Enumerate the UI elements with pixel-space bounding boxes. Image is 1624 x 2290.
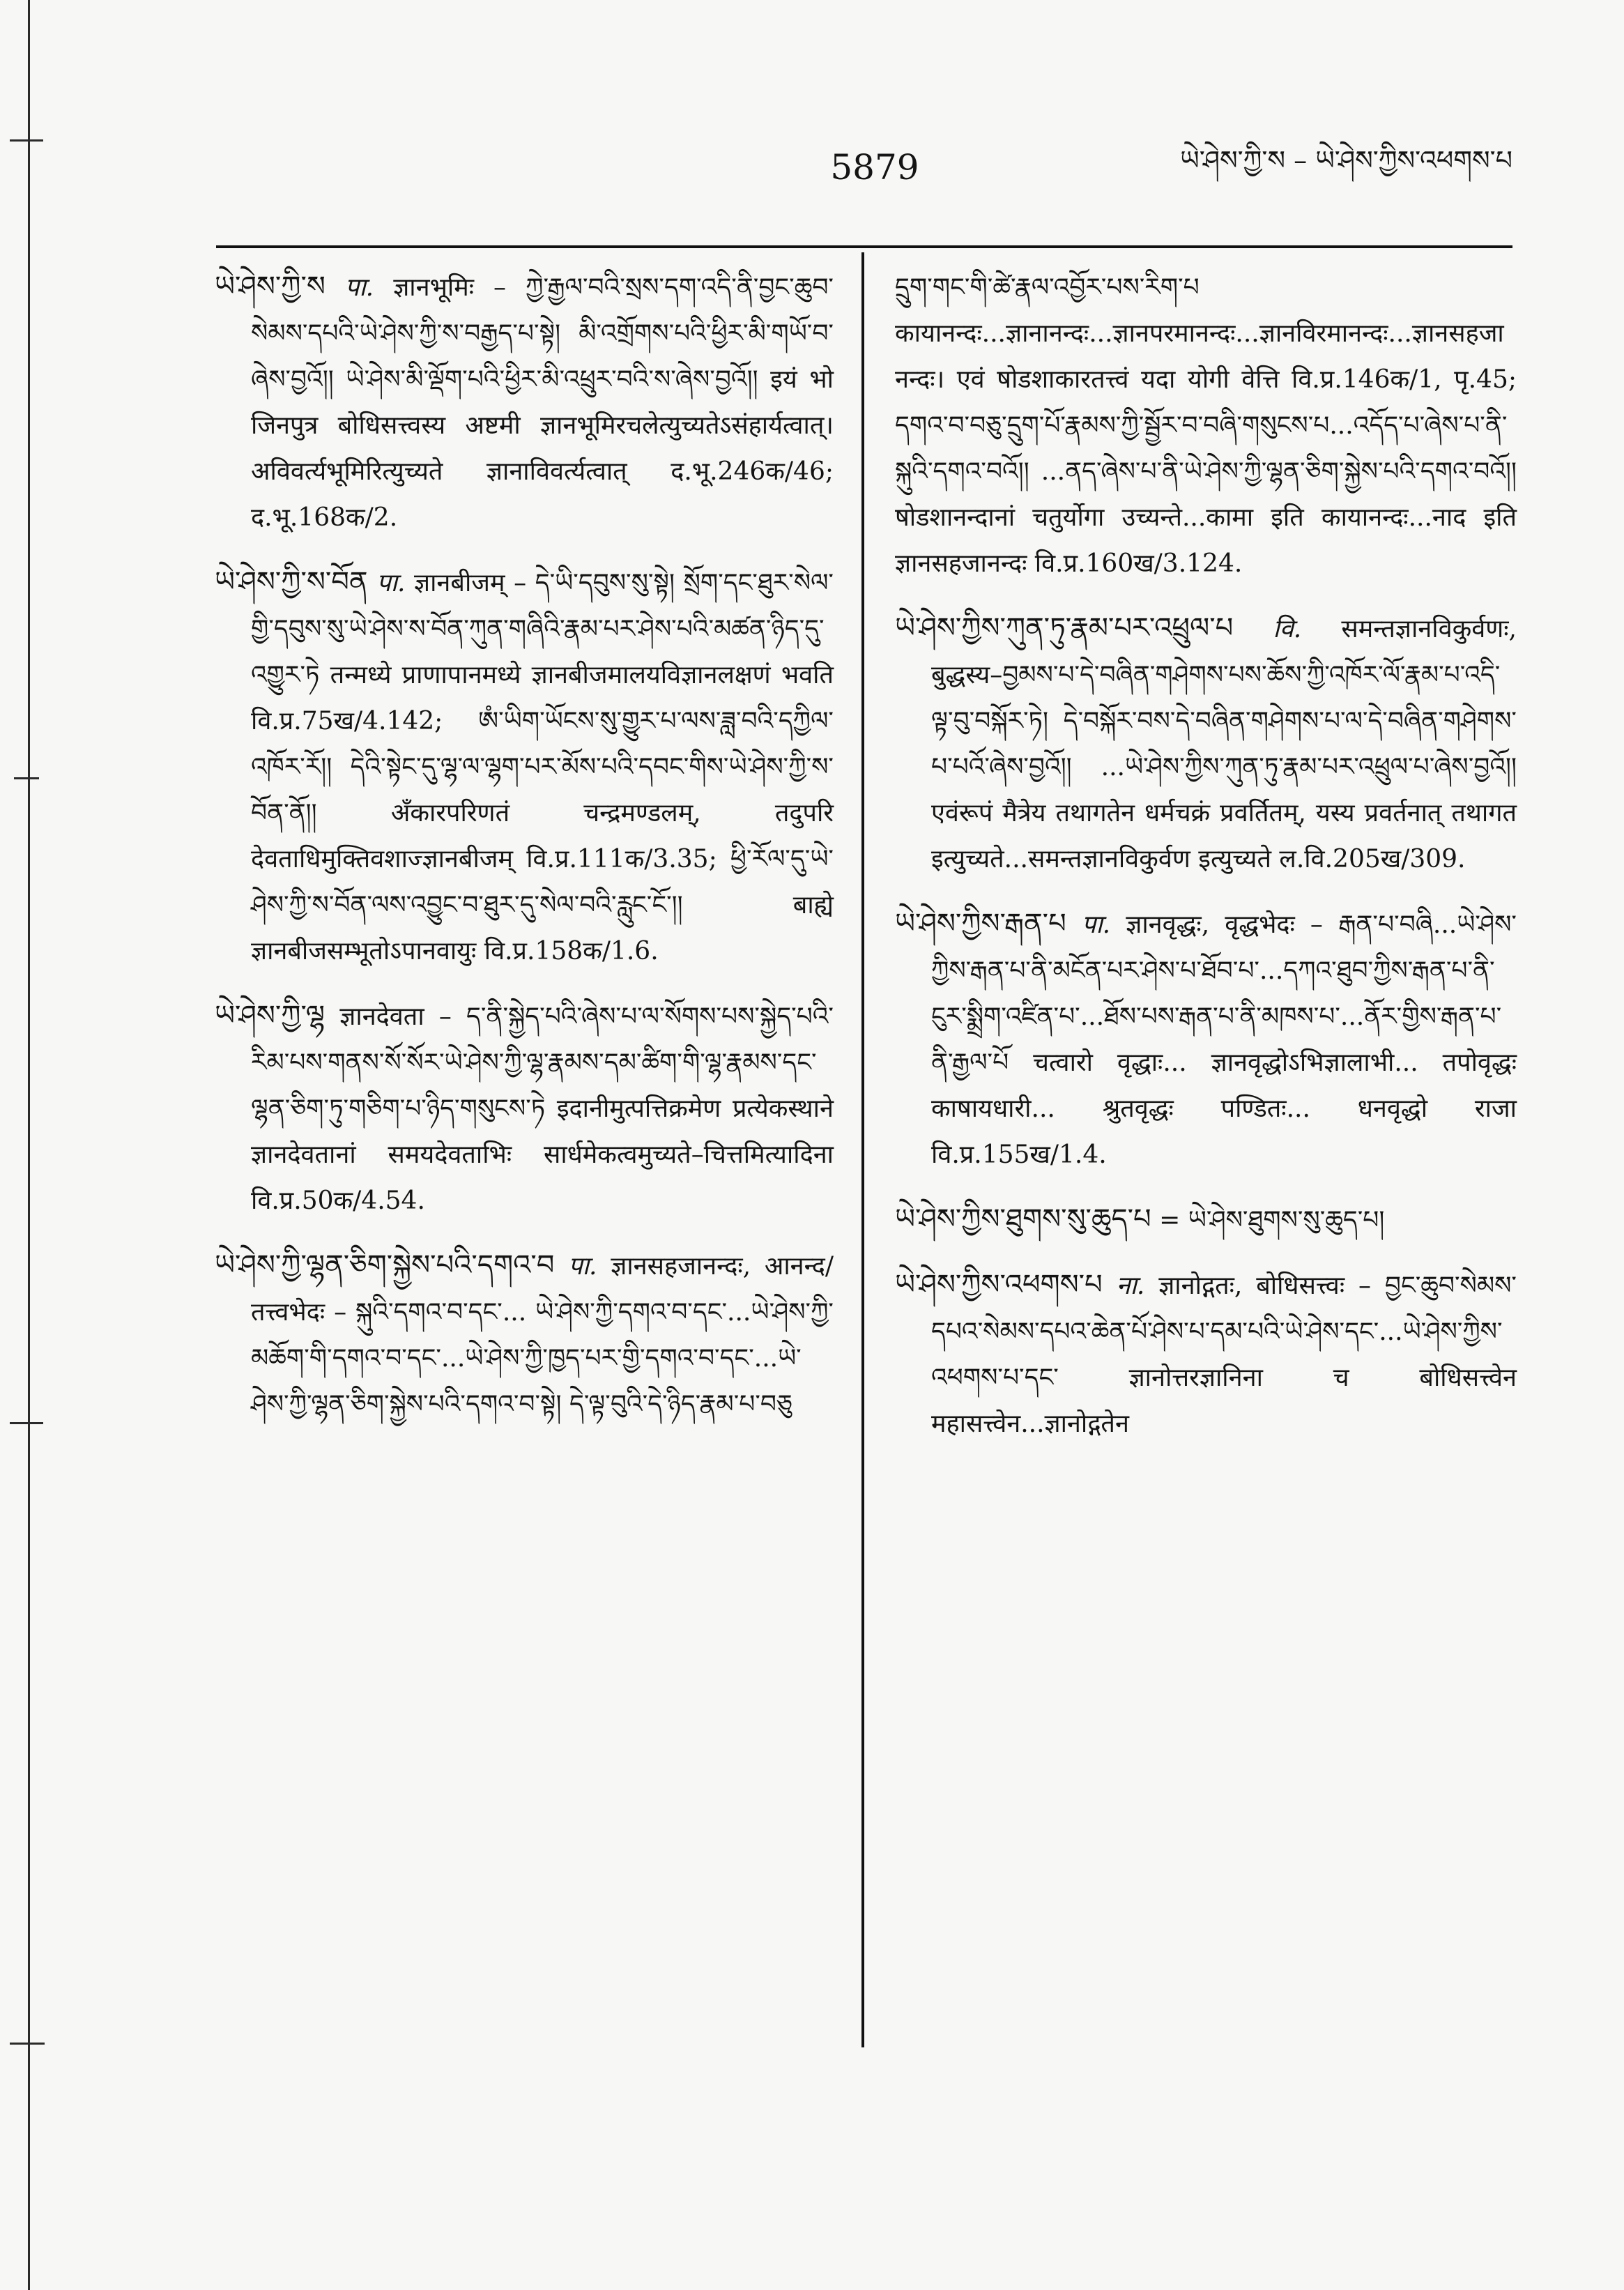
entry-headword: ཡེ་ཤེས་ཀྱིས་ཐུགས་སུ་ཆུད་པ [895,1203,1151,1235]
dictionary-entry [895,605,1517,883]
entry-text: ज्ञानदेवता – ད་ནི་སྐྱེད་པའི་ཞེས་པ་ལ་སོགས་པས་སྐྱེད་པའི་རིམ་པས་གནས་སོ་སོར་ཡེ་ཤེས་ཀྱི་ལྷ་རྣམས་དམ་ཚིག་གི་ལྷ་རྣམས་དང་ལྷན་ཅིག་ཏུ་གཅིག་པ་ཉིད་གསུངས་ཏེ इदानीमुत्पत्तिक्रमेण प्रत्येकस्थाने ज्ञानदेवतानां समयदेवताभिः सार्धमेकत्वमुच्यते–चित्तमित्यादिना वि.प्र.50क/4.54. [251,1002,834,1215]
entry-text: དྲུག་གང་གི་ཚེ་རྣལ་འབྱོར་པས་རིག་པ कायानन्दः...ज्ञानानन्दः...ज्ञानपरमानन्दः...ज्ञानविरमानन्दः...ज्ञानसहजानन्दः। एवं षोडशाकारतत्त्वं यदा योगी वेत्ति वि.प्र.146क/1, पृ.45; དགའ་བ་བཅུ་དྲུག་པོ་རྣམས་ཀྱི་སྦྱོར་བ་བཞི་གསུངས་པ...འདོད་པ་ཞེས་པ་ནི་སྐུའི་དགའ་བའོ།། ...ནད་ཞེས་པ་ནི་ཡེ་ཤེས་ཀྱི་ལྷན་ཅིག་སྐྱེས་པའི་དགའ་བའོ།། षोडशानन्दानां चतुर्योगा उच्यन्ते...कामा इति कायानन्दः...नाद इति ज्ञानसहजानन्दः वि.प्र.160ख/3.124. [895,273,1517,578]
running-head: ཡེ་ཤེས་ཀྱི་ས – ཡེ་ཤེས་ཀྱིས་འཕགས་པ [1180,145,1512,176]
dictionary-entry [895,1262,1517,1447]
scan-margin-mark [10,1422,43,1424]
entry-abbreviation: वि. [1273,615,1302,643]
right-column [895,264,1517,1465]
dictionary-entry [215,1242,834,1428]
entry-abbreviation: पा. [344,273,374,302]
dictionary-entry [215,559,834,975]
entry-text: ज्ञानबीजम् – དེ་ཡི་དབུས་སུ་སྟེ། སྲོག་དང་ཐུར་སེལ་གྱི་དབུས་སུ་ཡེ་ཤེས་ས་བོན་ཀུན་གཞིའི་རྣམ་པར་ཤེས་པའི་མཚན་ཉིད་དུ་འགྱུར་ཏེ तन्मध्ये प्राणापानमध्ये ज्ञानबीजमालयविज्ञानलक्षणं भवति वि.प्र.75ख/4.142; ཨཾ་ཡིག་ཡོངས་སུ་གྱུར་པ་ལས་ཟླ་བའི་དཀྱིལ་འཁོར་རོ།། དེའི་སྟེང་དུ་ལྷ་ལ་ལྷག་པར་མོས་པའི་དབང་གིས་ཡེ་ཤེས་ཀྱི་ས་བོན་ནོ།། अँकारपरिणतं चन्द्रमण्डलम्, तदुपरि देवताधिमुक्तिवशाज्ज्ञानबीजम् वि.प्र.111क/3.35; ཕྱི་རོལ་དུ་ཡེ་ཤེས་ཀྱི་ས་བོན་ལས་འབྱུང་བ་ཐུར་དུ་སེལ་བའི་རླུང་ངོ་།། बाह्ये ज्ञानबीजसम्भूतोऽपानवायुः वि.प्र.158क/1.6. [251,569,834,965]
entry-abbreviation: पा. [1081,910,1111,939]
entry-text: = ཡེ་ཤེས་ཐུགས་སུ་ཆུད་པ། [1159,1206,1385,1235]
entry-text: समन्तज्ञानविकुर्वणः, बुद्धस्य–བྱམས་པ་དེ་བཞིན་གཤེགས་པས་ཆོས་ཀྱི་འཁོར་ལོ་རྣམ་པ་འདི་ལྟ་བུ་བསྐོར་ཏེ། དེ་བསྐོར་བས་དེ་བཞིན་གཤེགས་པ་ལ་དེ་བཞིན་གཤེགས་པ་པའོ་ཞེས་བྱའོ།། ...ཡེ་ཤེས་ཀྱིས་ཀུན་ཏུ་རྣམ་པར་འཕྲུལ་པ་ཞེས་བྱའོ།། एवंरूपं मैत्रेय तथागतेन धर्मचक्रं प्रवर्तितम्, यस्य प्रवर्तनात् तथागत इत्युच्यते...समन्तज्ञानविकुर्वण इत्युच्यते ल.वि.205ख/309. [931,615,1517,873]
entry-text: ज्ञानोद्गतः, बोधिसत्त्वः – བྱང་ཆུབ་སེམས་དཔའ་སེམས་དཔའ་ཆེན་པོ་ཤེས་པ་དམ་པའི་ཡེ་ཤེས་དང་...ཡེ་ཤེས་ཀྱིས་འཕགས་པ་དང་ ज्ञानोत्तरज्ञानिना च बोधिसत्त्वेन महासत्त्वेन...ज्ञानोद्गतेन [931,1272,1517,1438]
entry-abbreviation: पा. [376,569,406,597]
page-number: 5879 [830,147,919,188]
scan-margin-mark [14,777,39,779]
dictionary-entry [895,1196,1517,1244]
dictionary-entry-continued [895,264,1517,587]
entry-text: ज्ञानवृद्धः, वृद्धभेदः – རྒན་པ་བཞི...ཡེ་ཤེས་ཀྱིས་རྒན་པ་ནི་མངོན་པར་ཤེས་པ་ཐོབ་པ་...དཀའ་ཐུབ་ཀྱིས་རྒན་པ་ནི་ངུར་སྨྲིག་འཛིན་པ་...ཐོས་པས་རྒན་པ་ནི་མཁས་པ་...ནོར་གྱིས་རྒན་པ་ནི་རྒྱལ་པོ चत्वारो वृद्धाः... ज्ञानवृद्धोऽभिज्ञालाभी... तपोवृद्धः काषायधारी... श्रुतवृद्धः पण्डितः... धनवृद्धो राजा वि.प्र.155ख/1.4. [931,910,1517,1169]
entry-headword: ཡེ་ཤེས་ཀྱི་ལྷ [215,1000,325,1032]
header-rule [216,245,1512,248]
entry-abbreviation: पा. [568,1252,597,1281]
scan-margin-mark [10,2043,45,2045]
scan-margin-mark [10,139,43,142]
left-column [215,264,834,1446]
scan-margin-line [28,0,30,2290]
dictionary-entry [215,264,834,541]
entry-headword: ཡེ་ཤེས་ཀྱི་ལྷན་ཅིག་སྐྱེས་པའི་དགའ་བ [215,1249,555,1281]
entry-abbreviation: ना. [1116,1272,1145,1300]
entry-headword: ཡེ་ཤེས་ཀྱི་ས་བོན [215,566,368,598]
column-divider [861,252,864,2047]
entry-headword: ཡེ་ཤེས་ཀྱིས་འཕགས་པ [895,1269,1103,1301]
entry-headword: ཡེ་ཤེས་ཀྱི་ས [215,270,325,303]
entry-text: ज्ञानसहजानन्दः, आनन्द/तत्त्वभेदः – སྐུའི་དགའ་བ་དང་... ཡེ་ཤེས་ཀྱི་དགའ་བ་དང་...ཡེ་ཤེས་ཀྱི་མཆོག་གི་དགའ་བ་དང་...ཡེ་ཤེས་ཀྱི་ཁྱད་པར་གྱི་དགའ་བ་དང་...ཡེ་ཤེས་ཀྱི་ལྷན་ཅིག་སྐྱེས་པའི་དགའ་བ་སྟེ། དེ་ལྟ་བུའི་དེ་ཉིད་རྣམ་པ་བཅུ [251,1252,834,1419]
entry-text: ज्ञानभूमिः – ཀྱེ་རྒྱལ་བའི་སྲས་དག་འདི་ནི་བྱང་ཆུབ་སེམས་དཔའི་ཡེ་ཤེས་ཀྱི་ས་བརྒྱད་པ་སྟེ། མི་འགྲོགས་པའི་ཕྱིར་མི་གཡོ་བ་ཞེས་བྱའོ།། ཡེ་ཤེས་མི་ལྡོག་པའི་ཕྱིར་མི་འཕྲུར་བའི་ས་ཞེས་བྱའོ།། इयं भो जिनपुत्र बोधिसत्त्वस्य अष्टमी ज्ञानभूमिरचलेत्युच्यतेऽसंहार्यत्वात्। अविवर्त्यभूमिरित्युच्यते ज्ञानाविवर्त्यत्वात् द.भू.246क/46; द.भू.168क/2. [251,273,834,532]
dictionary-entry [215,993,834,1224]
dictionary-entry [895,901,1517,1178]
entry-headword: ཡེ་ཤེས་ཀྱིས་ཀུན་ཏུ་རྣམ་པར་འཕྲུལ་པ [895,612,1234,644]
entry-headword: ཡེ་ཤེས་ཀྱིས་རྒན་པ [895,908,1066,940]
